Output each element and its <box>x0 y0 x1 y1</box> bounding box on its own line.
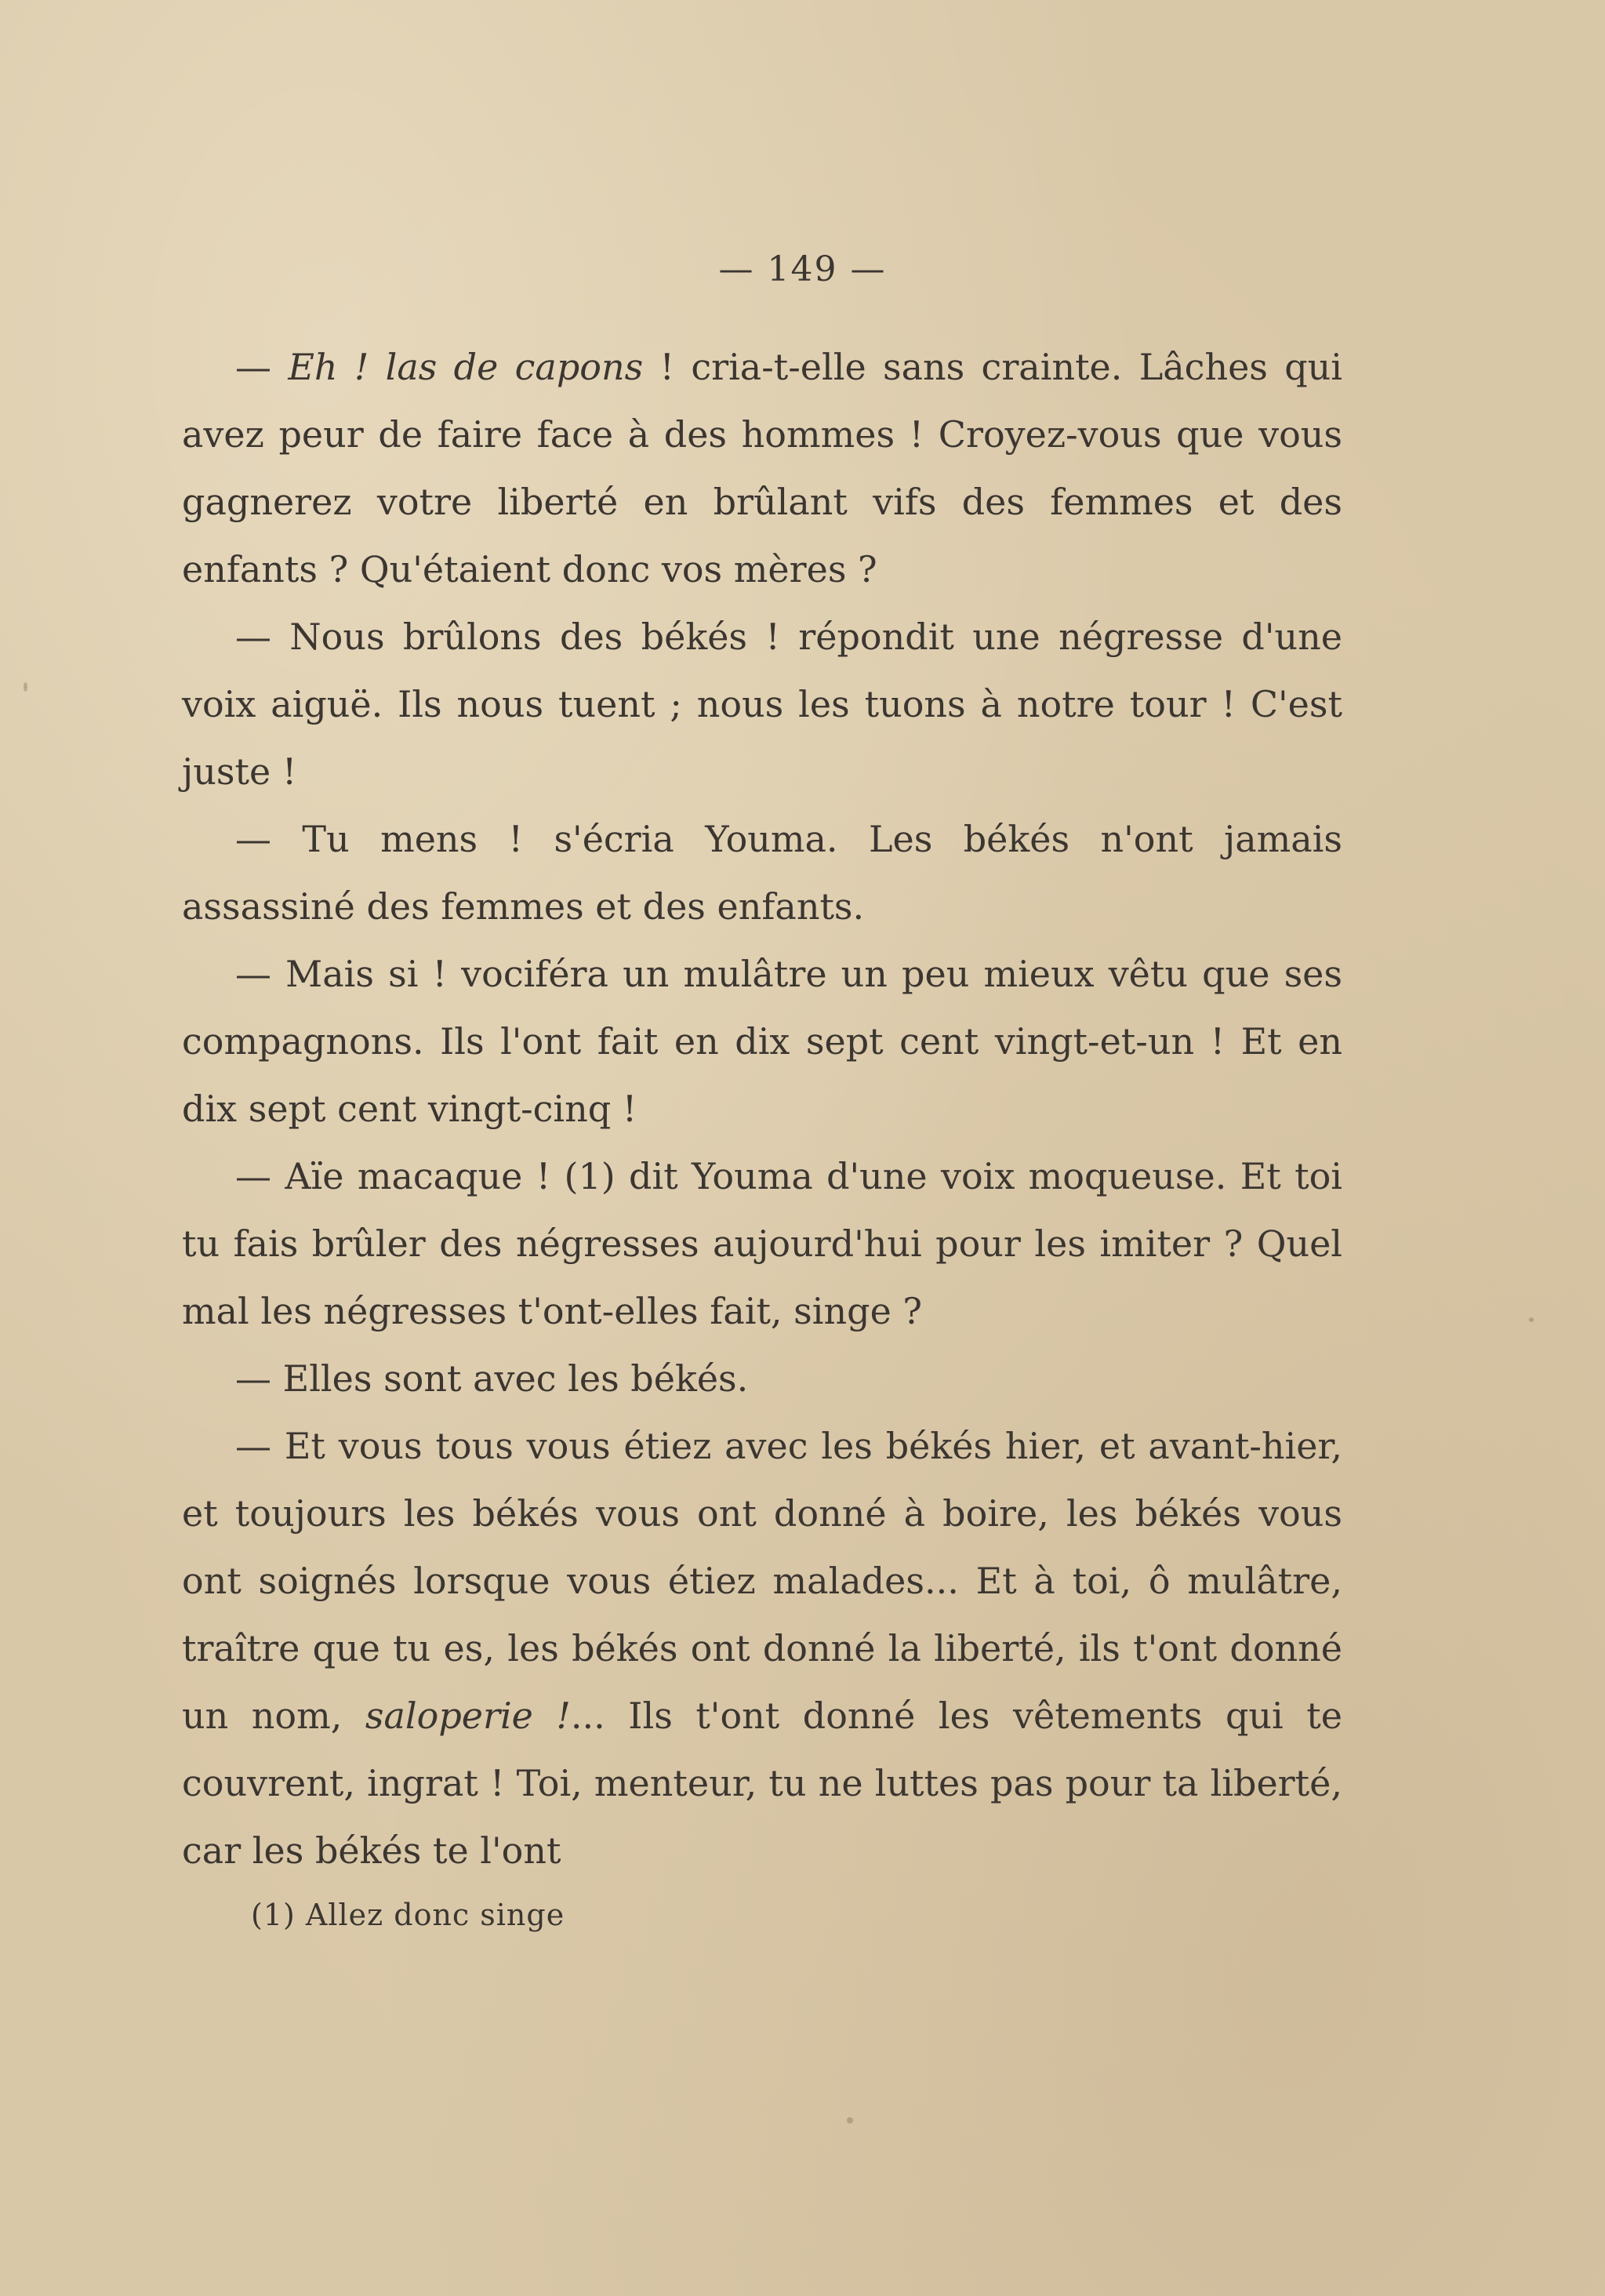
paragraph-7-italic: saloperie ! <box>365 1695 571 1737</box>
paragraph-1-italic: Eh ! las de capons <box>288 346 644 388</box>
paper-speck <box>24 682 27 692</box>
paragraph-1-dash: — <box>235 346 289 388</box>
paragraph-6: — Elles sont avec les békés. <box>235 1357 749 1400</box>
paragraph-7-pre: — Et vous tous vous étiez avec les békés hier, et avant-hier, et toujours les békés vous ont donné à boire, les békés vous ont soignés lorsque vous étiez malades... Et à toi, ô mulâtre, traître que tu es, les békés ont donné la liberté, ils t'ont donné un nom, <box>182 1425 1342 1737</box>
paragraph-5: — Aïe macaque ! (1) dit Youma d'une voix moqueuse. Et toi tu fais brûler des négresses aujourd'hui pour les imiter ? Quel mal les négresses t'ont-elles fait, singe ? <box>182 1155 1342 1332</box>
paragraph-2: — Nous brûlons des békés ! répondit une négresse d'une voix aiguë. Ils nous tuent ; nous les tuons à notre tour ! C'est juste ! <box>182 616 1342 793</box>
paragraph-1-text: ! cria-t-elle sans crainte. Lâches qui avez peur de faire face à des hommes ! Croyez-vous que vous gagnerez votre liberté en brûlant vifs des femmes et des enfants ? Qu'étaient donc vos mères ? <box>182 346 1342 590</box>
paragraph-1 <box>182 333 1342 603</box>
paragraph-7 <box>182 1412 1342 1884</box>
paper-speck <box>1529 1317 1534 1322</box>
paragraph-3: — Tu mens ! s'écria Youma. Les békés n'ont jamais assassiné des femmes et des enfants. <box>182 818 1342 928</box>
paragraph-7-post: ... Ils t'ont donné les vêtements qui te couvrent, ingrat ! Toi, menteur, tu ne luttes pas pour ta liberté, car les békés te l'ont <box>182 1695 1343 1872</box>
footnote: (1) Allez donc singe <box>251 1898 565 1932</box>
paragraph-4: — Mais si ! vociféra un mulâtre un peu mieux vêtu que ses compagnons. Ils l'ont fait en dix sept cent vingt-et-un ! Et en dix sept cent vingt-cinq ! <box>182 953 1342 1130</box>
page-number: — 149 — <box>718 249 887 289</box>
body-text <box>182 333 1342 1884</box>
paper-speck <box>847 2117 853 2123</box>
